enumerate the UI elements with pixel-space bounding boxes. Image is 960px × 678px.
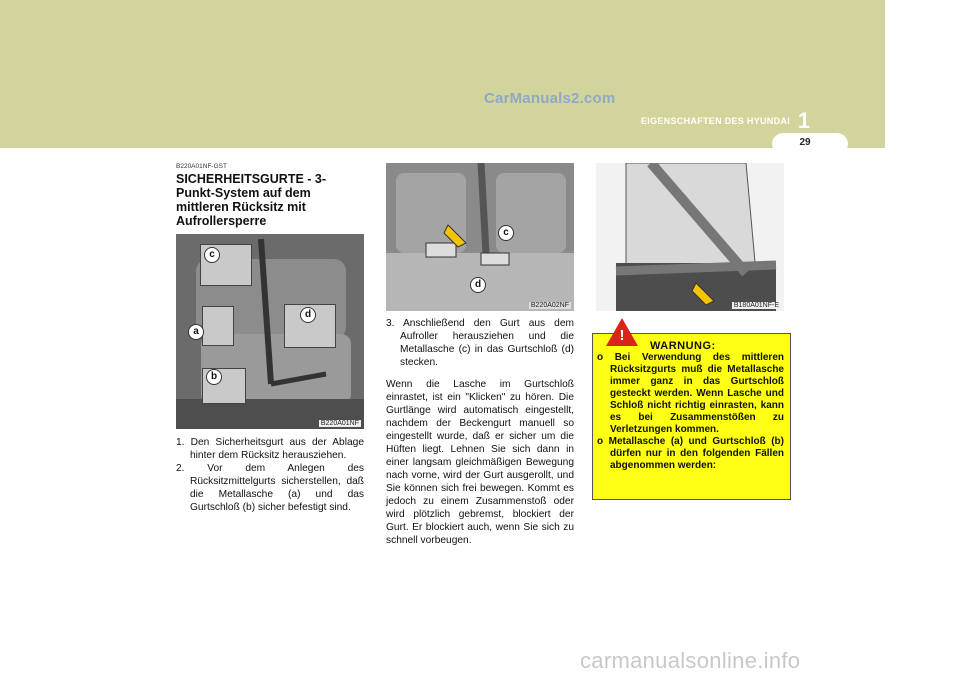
label-c: c [498,225,514,241]
exclamation-icon: ! [619,327,625,344]
step-2: 2. Vor dem Anlegen des Rücksitzmittelgurts sicherstellen, daß die Metallasche (a) und das Gurtschloß (b) sicher befestigt sind. [176,463,364,513]
label-d: d [470,277,486,293]
chapter-number: 1 [797,108,811,133]
column-1 [176,163,364,514]
lap-belt-photo [596,163,784,311]
warning-list [597,352,784,472]
step-1: 1. Den Sicherheitsgurt aus der Ablage hinter dem Rücksitz herausziehen. [176,437,364,461]
step-3: 3. Anschließend den Gurt aus dem Aufroller herausziehen und die Metallasche (c) in das Gurtschloß (d) stecken. [386,318,574,368]
column-2 [386,163,574,547]
figure-caption: B180A01NF-E [733,302,779,309]
warning-item: o Metallasche (a) und Gurtschloß (b) dürfen nur in den folgenden Fällen abgenommen werden: [597,436,784,471]
rear-seat-belt-photo [176,234,364,429]
section-title: SICHERHEITSGURTE - 3-Punkt-System auf dem mittleren Rücksitz mit Aufrollersperre [176,172,327,228]
figure-caption: B220A02NF [530,302,569,309]
label-b: b [206,369,222,385]
column-3 [596,163,784,311]
inset-a [202,306,234,346]
warning-item: o Bei Verwendung des mittleren Rücksitzgurts muß die Metallasche immer ganz in das Gurtschloß gesteckt werden. Wenn Lasche und Schloß nicht richtig einrasten, kann es bei Zusammenstößen zu Verletzungen kommen. [597,352,784,435]
label-c: c [204,247,220,263]
label-d: d [300,307,316,323]
chapter-title: EIGENSCHAFTEN DES HYUNDAI [640,116,790,126]
site-watermark[interactable]: CarManuals2.com [484,90,616,107]
label-a: a [188,324,204,340]
figure-caption: B220A01NF [320,420,359,427]
steps-list [176,436,364,514]
footer-watermark[interactable]: carmanualsonline.info [580,648,801,673]
page-number: 29 [799,137,811,148]
buckle-photo [386,163,574,311]
steps-list [386,317,574,369]
lap-belt-illustration [596,163,784,311]
warning-title: WARNUNG: [650,340,716,352]
body-paragraph: Wenn die Lasche im Gurtschloß einrastet, ist ein "Klicken" zu hören. Die Gurtlänge wird automatisch eingestellt, nachdem der Beckengurt manuell so eingestellt wurde, daß er sicher um die Hüften liegt. Lehnen Sie sich dann in einer langsam gleichmäßigen Bewegung nach vorne, wird der Gurt ausgerollt, und Sie können sich frei bewegen. Kommt es jedoch zu einem Zusammenstoß oder wird plötzlich gebremst, blockiert der Gurt. Er blockiert auch, wenn Sie sich zu schnell vorbeugen. [386,379,574,546]
section-code: B220A01NF-GST [176,163,227,170]
